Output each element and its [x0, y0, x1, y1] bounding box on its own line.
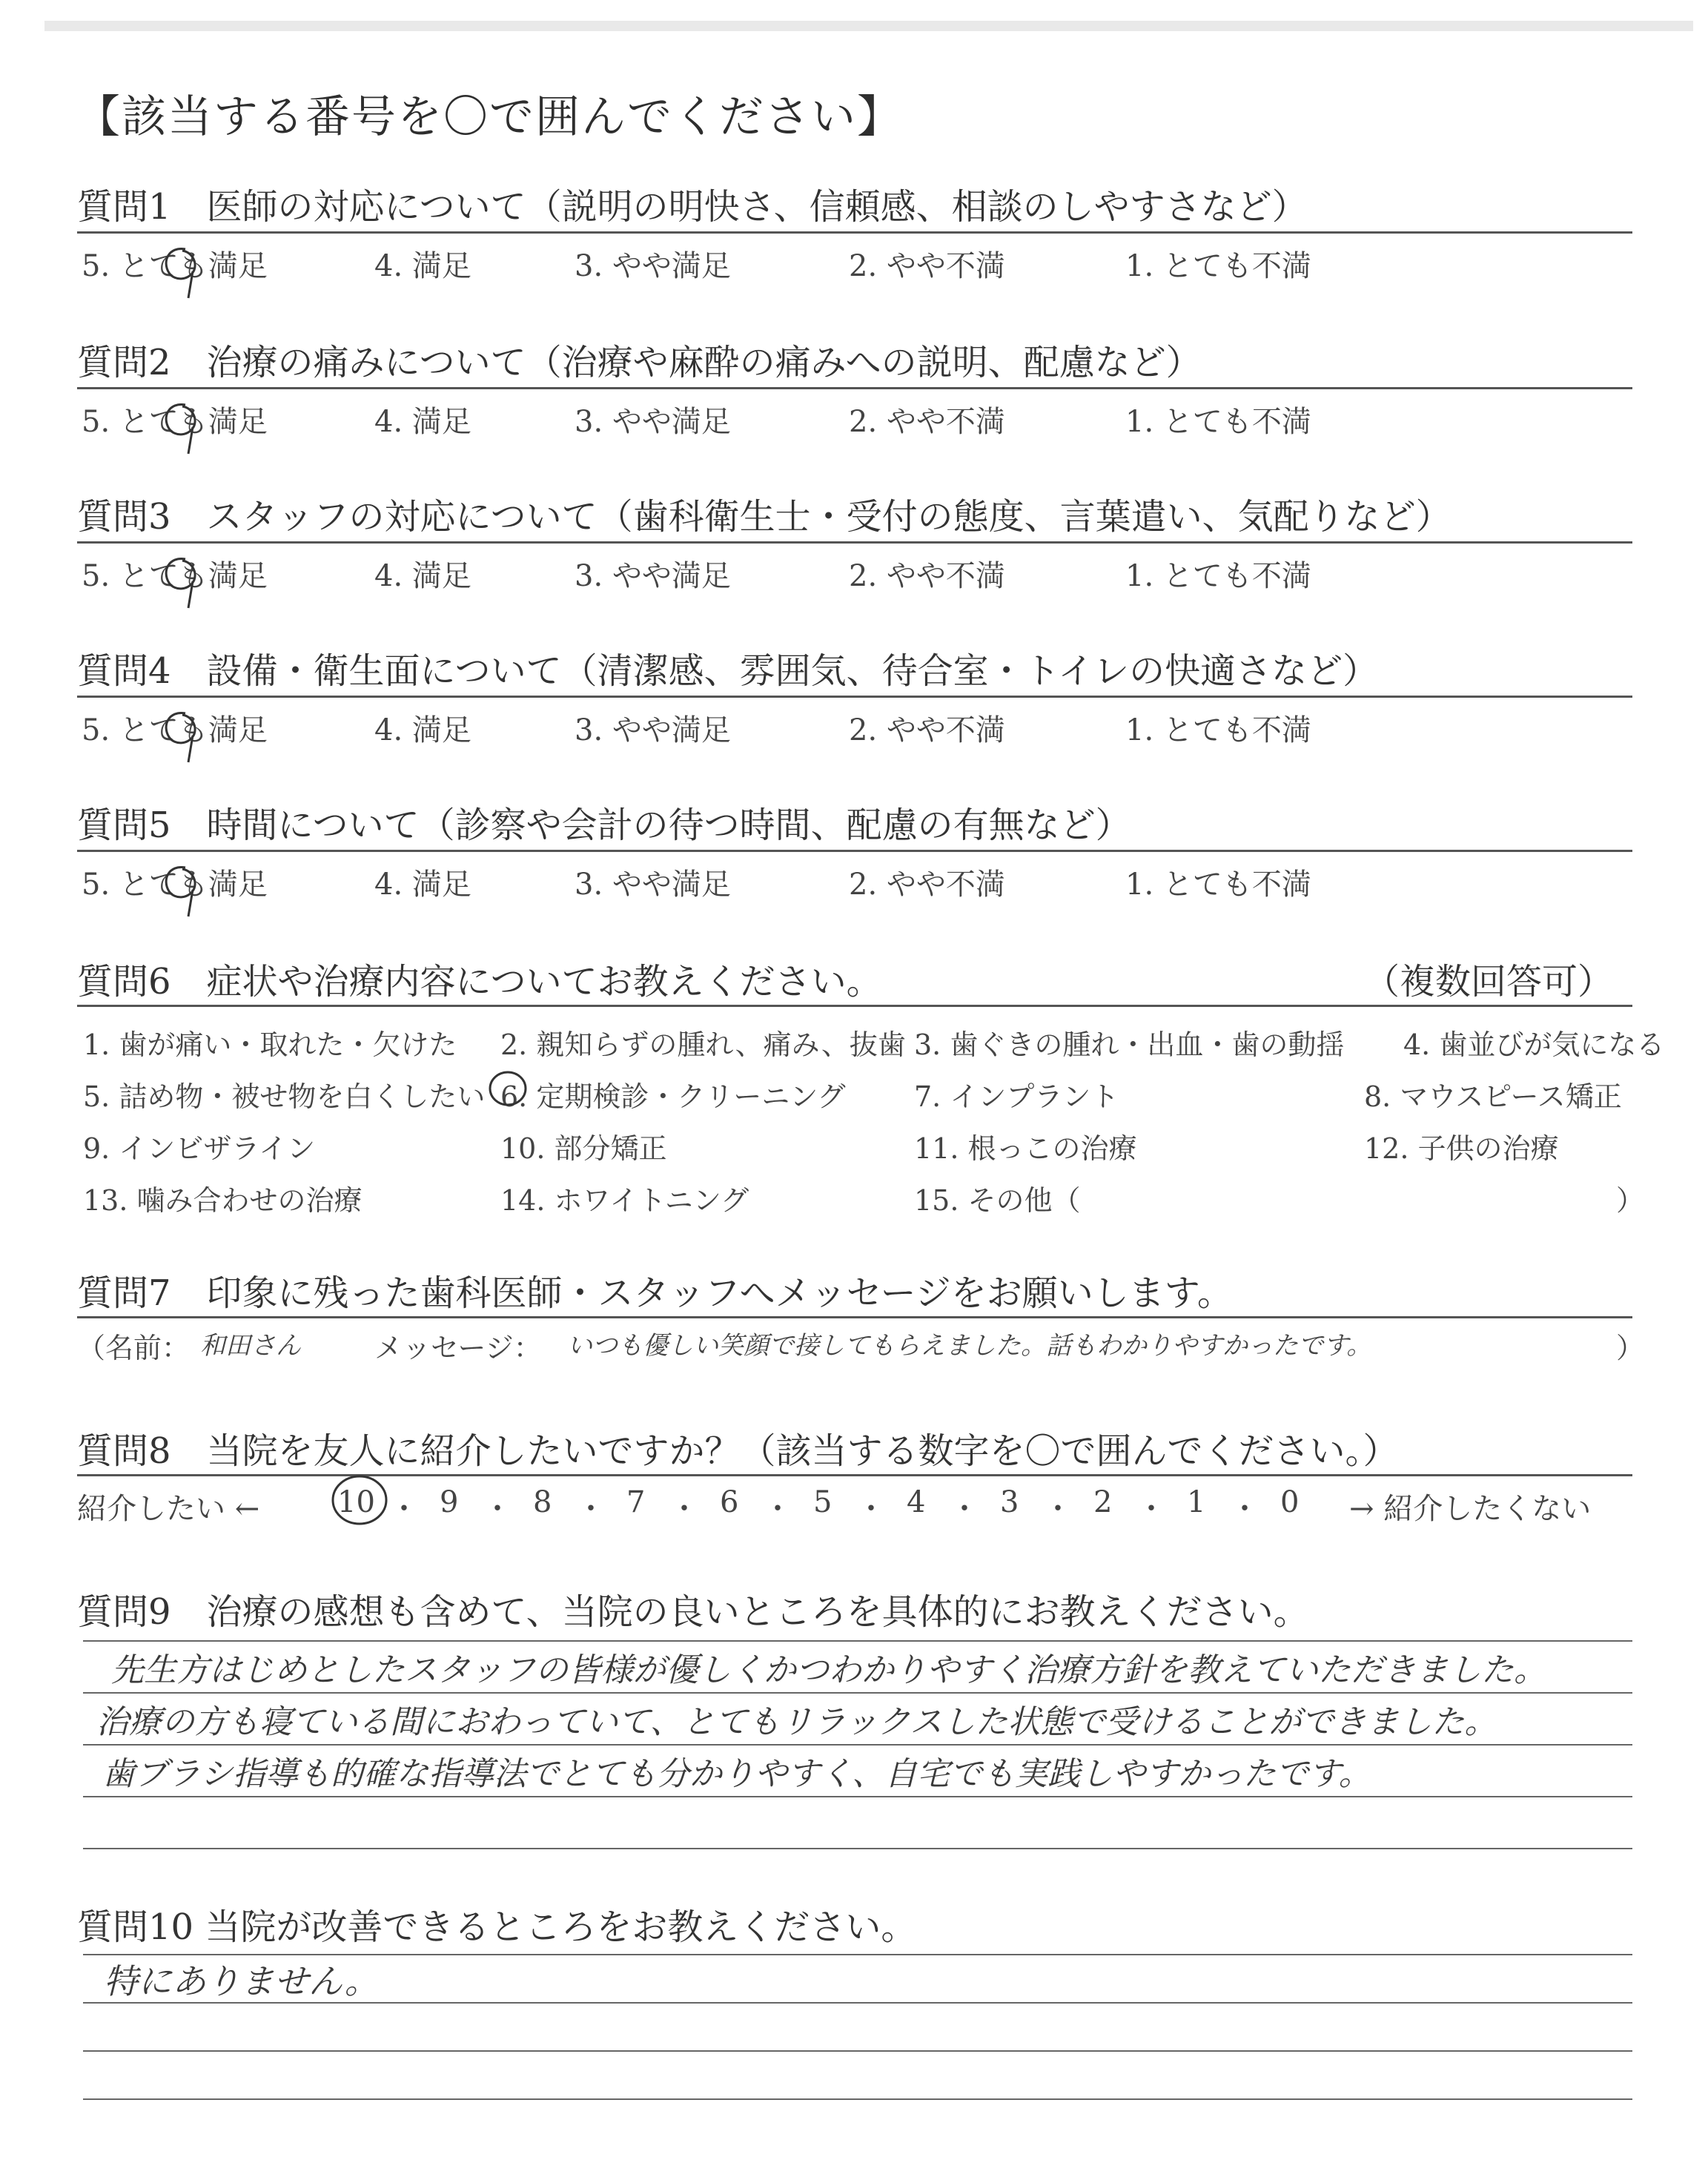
q9-answer-line[interactable]: 歯ブラシ指導も的確な指導法でとても分かりやすく、自宅でも実践しやすかったです。 — [102, 1755, 1371, 1793]
q8-rule — [77, 1474, 1632, 1476]
q7-rule — [77, 1316, 1632, 1318]
q8-scale-value[interactable]: 3 — [1000, 1485, 1019, 1519]
q8-separator: ・ — [950, 1492, 979, 1526]
q8-separator: ・ — [669, 1492, 699, 1526]
q8-right-label: → 紹介したくない — [1349, 1492, 1592, 1526]
q4-option[interactable]: 3. やや満足 — [575, 713, 731, 747]
q8-separator: ・ — [483, 1492, 512, 1526]
q5-title: 質問5 時間について（診察や会計の待つ時間、配慮の有無など） — [77, 805, 1131, 846]
q3-option[interactable]: 1. とても不満 — [1125, 559, 1311, 593]
q6-option[interactable]: 9. インビザライン — [83, 1132, 316, 1165]
q2-rule — [77, 387, 1632, 389]
q8-left-label: 紹介したい ← — [77, 1492, 260, 1526]
q1-title: 質問1 医師の対応について（説明の明快さ、信頼感、相談のしやすさなど） — [77, 186, 1308, 228]
q7-message-label: メッセージ： — [374, 1332, 542, 1364]
q5-option[interactable]: 2. やや不満 — [849, 868, 1005, 902]
q6-option[interactable]: 7. インプラント — [914, 1080, 1119, 1113]
q9-answer-line[interactable]: 治療の方も寝ている間におわっていて、とてもリラックスした状態で受けることができました。 — [96, 1703, 1497, 1741]
q9-line — [83, 1692, 1632, 1694]
q8-scale-value[interactable]: 5 — [813, 1485, 833, 1519]
q6-option[interactable]: 14. ホワイトニング — [500, 1184, 749, 1217]
q10-line — [83, 2098, 1632, 2100]
q8-separator: ・ — [389, 1492, 419, 1526]
q7-name-value[interactable]: 和田さん — [200, 1331, 301, 1361]
q6-note: （複数回答可） — [1364, 961, 1614, 1003]
q4-option[interactable]: 5. とても満足 — [82, 713, 268, 747]
q5-circle-mark — [156, 857, 208, 924]
q6-option[interactable]: 11. 根っこの治療 — [914, 1132, 1137, 1165]
q8-separator: ・ — [1043, 1492, 1073, 1526]
q6-title: 質問6 症状や治療内容についてお教えください。 — [77, 961, 882, 1003]
q2-title: 質問2 治療の痛みについて（治療や麻酔の痛みへの説明、配慮など） — [77, 342, 1202, 383]
q6-other-close: ） — [1616, 1184, 1645, 1217]
q8-scale-value[interactable]: 2 — [1093, 1485, 1113, 1519]
q9-line — [83, 1744, 1632, 1745]
q10-answer-line[interactable]: 特にありません。 — [104, 1961, 379, 2001]
q2-option[interactable]: 1. とても不満 — [1125, 405, 1311, 439]
q4-option[interactable]: 4. 満足 — [374, 713, 471, 747]
q8-scale-value[interactable]: 8 — [533, 1485, 552, 1519]
q3-circle-mark — [156, 549, 208, 615]
q6-option-selected[interactable]: 6. 定期検診・クリーニング — [500, 1080, 846, 1113]
q1-circle-mark — [156, 239, 208, 305]
q6-option[interactable]: 5. 詰め物・被せ物を白くしたい — [83, 1080, 486, 1113]
q9-answer-line[interactable]: 先生方はじめとしたスタッフの皆様が優しくかつわかりやすく治療方針を教えていただきました。 — [111, 1651, 1546, 1689]
q2-circle-mark — [156, 394, 208, 461]
q9-line — [83, 1796, 1632, 1797]
q6-option[interactable]: 10. 部分矯正 — [500, 1132, 667, 1165]
q1-option[interactable]: 2. やや不満 — [849, 249, 1005, 283]
q6-rule — [77, 1005, 1632, 1007]
q8-scale-value[interactable]: 7 — [626, 1485, 646, 1519]
q2-option[interactable]: 2. やや不満 — [849, 405, 1005, 439]
q6-option[interactable]: 15. その他（ — [914, 1184, 1081, 1217]
q8-separator: ・ — [1230, 1492, 1260, 1526]
q6-option[interactable]: 12. 子供の治療 — [1364, 1132, 1559, 1165]
q4-option[interactable]: 1. とても不満 — [1125, 713, 1311, 747]
q10-title: 質問10 当院が改善できるところをお教えください。 — [77, 1906, 917, 1948]
q6-option[interactable]: 8. マウスピース矯正 — [1364, 1080, 1622, 1113]
q6-option[interactable]: 2. 親知らずの腫れ、痛み、抜歯 — [500, 1028, 906, 1061]
q10-line — [83, 2050, 1632, 2052]
q3-option[interactable]: 5. とても満足 — [82, 559, 268, 593]
q7-close: ） — [1616, 1332, 1645, 1364]
q3-option[interactable]: 2. やや不満 — [849, 559, 1005, 593]
q7-title: 質問7 印象に残った歯科医師・スタッフへメッセージをお願いします。 — [77, 1272, 1233, 1314]
q9-title: 質問9 治療の感想も含めて、当院の良いところを具体的にお教えください。 — [77, 1591, 1309, 1633]
q8-scale-value[interactable]: 1 — [1187, 1485, 1206, 1519]
q9-line — [83, 1640, 1632, 1642]
q2-option[interactable]: 5. とても満足 — [82, 405, 268, 439]
scan-edge — [44, 21, 1693, 31]
q5-rule — [77, 850, 1632, 852]
q1-option[interactable]: 3. やや満足 — [575, 249, 731, 283]
q8-scale-value[interactable]: 9 — [440, 1485, 459, 1519]
q5-option[interactable]: 3. やや満足 — [575, 868, 731, 902]
q4-option[interactable]: 2. やや不満 — [849, 713, 1005, 747]
q6-circle-mark — [486, 1066, 530, 1111]
q8-scale-value[interactable]: 0 — [1280, 1485, 1300, 1519]
q2-option[interactable]: 4. 満足 — [374, 405, 471, 439]
q6-option[interactable]: 1. 歯が痛い・取れた・欠けた — [83, 1028, 457, 1061]
q5-option[interactable]: 5. とても満足 — [82, 868, 268, 902]
q6-option[interactable]: 4. 歯並びが気になる — [1403, 1028, 1665, 1061]
q1-option[interactable]: 5. とても満足 — [82, 249, 268, 283]
q2-option[interactable]: 3. やや満足 — [575, 405, 731, 439]
q1-option[interactable]: 1. とても不満 — [1125, 249, 1311, 283]
q5-option[interactable]: 1. とても不満 — [1125, 868, 1311, 902]
page-header: 【該当する番号を〇で囲んでください】 — [76, 91, 903, 143]
q4-rule — [77, 696, 1632, 698]
q3-option[interactable]: 4. 満足 — [374, 559, 471, 593]
q8-separator: ・ — [856, 1492, 886, 1526]
q8-scale-value[interactable]: 4 — [907, 1485, 926, 1519]
q3-title: 質問3 スタッフの対応について（歯科衛生士・受付の態度、言葉遣い、気配りなど） — [77, 496, 1452, 538]
q6-option[interactable]: 3. 歯ぐきの腫れ・出血・歯の動揺 — [914, 1028, 1345, 1061]
q8-separator: ・ — [1136, 1492, 1166, 1526]
q8-circle-mark — [326, 1470, 400, 1530]
q8-separator: ・ — [576, 1492, 606, 1526]
q6-option[interactable]: 13. 噛み合わせの治療 — [83, 1184, 363, 1217]
q3-option[interactable]: 3. やや満足 — [575, 559, 731, 593]
q3-rule — [77, 541, 1632, 544]
q4-circle-mark — [156, 703, 208, 770]
q4-title: 質問4 設備・衛生面について（清潔感、雰囲気、待合室・トイレの快適さなど） — [77, 650, 1379, 692]
q8-scale-value[interactable]: 10 — [337, 1485, 375, 1519]
q8-separator: ・ — [763, 1492, 792, 1526]
q8-title: 質問8 当院を友人に紹介したいですか？（該当する数字を〇で囲んでください。） — [77, 1430, 1399, 1472]
q1-option[interactable]: 4. 満足 — [374, 249, 471, 283]
q7-message-value[interactable]: いつも優しい笑顔で接してもらえました。話もわかりやすかったです。 — [567, 1331, 1372, 1361]
q7-name-label: （名前： — [77, 1332, 191, 1364]
q5-option[interactable]: 4. 満足 — [374, 868, 471, 902]
q9-line — [83, 1848, 1632, 1849]
q8-scale-value[interactable]: 6 — [720, 1485, 739, 1519]
q1-rule — [77, 231, 1632, 234]
